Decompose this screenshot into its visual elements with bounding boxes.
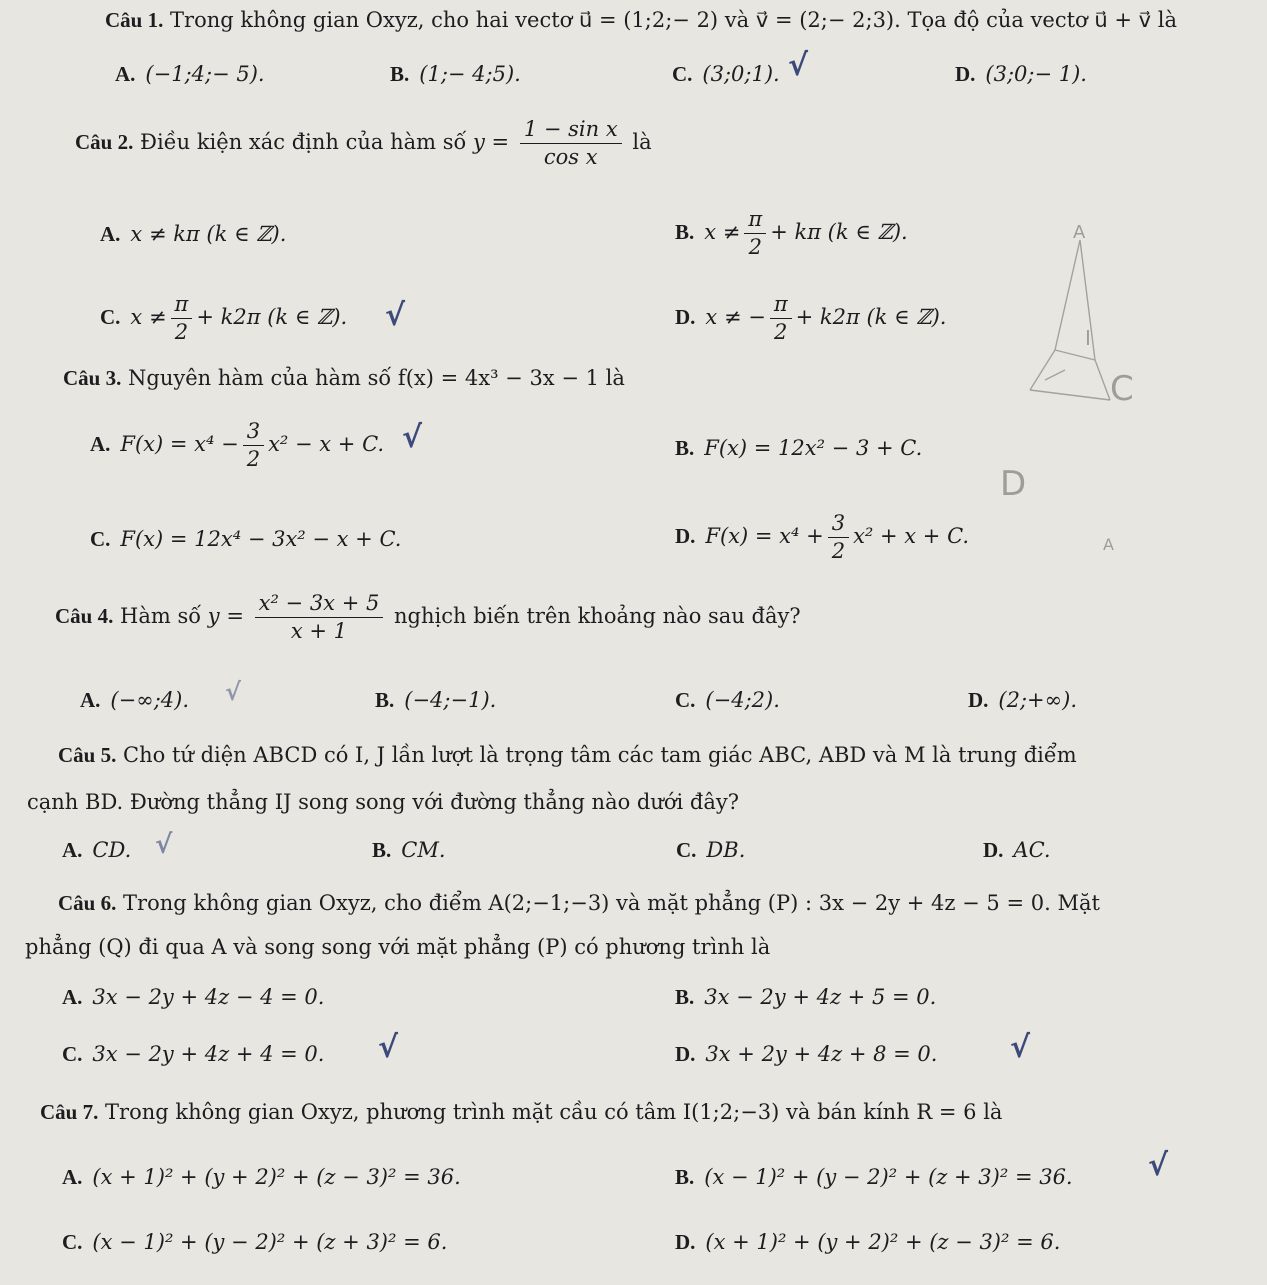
numerator: π (744, 208, 766, 234)
option-label: B. (675, 436, 695, 460)
option-b (675, 436, 922, 461)
option-label: D. (983, 838, 1004, 862)
option-c (62, 1230, 447, 1255)
question-6 (58, 884, 1100, 924)
option-label: A. (115, 62, 136, 86)
question-number: Câu 3. (63, 366, 122, 390)
option-d (955, 62, 1087, 87)
option-fraction (770, 293, 792, 344)
option-label: B. (675, 1165, 695, 1189)
option-text: 3x − 2y + 4z + 4 = 0. (92, 1042, 325, 1066)
question-7 (40, 1100, 1002, 1125)
option-label: A. (62, 1165, 83, 1189)
question-5 (58, 736, 1077, 776)
question-stem: Trong không gian Oxyz, cho điểm A(2;−1;−3) và mặt phẳng (P) : 3x − 2y + 4z − 5 = 0. Mặt (123, 891, 1100, 915)
denominator: x + 1 (290, 619, 348, 644)
handwritten-check-icon: √ (155, 830, 173, 860)
question-stem: Nguyên hàm của hàm số f(x) = 4x³ − 3x − 1 là (128, 366, 625, 390)
option-d (983, 838, 1051, 863)
question-3 (63, 366, 625, 391)
option-a (115, 62, 265, 87)
option-label: B. (390, 62, 410, 86)
option-text: (−1;4;− 5). (145, 62, 265, 86)
option-c (62, 1042, 324, 1067)
option-label: D. (675, 305, 696, 330)
option-text: 3x − 2y + 4z − 4 = 0. (92, 985, 325, 1009)
option-b (675, 208, 908, 259)
function-lhs: y = (473, 130, 510, 155)
option-text: 3x + 2y + 4z + 8 = 0. (705, 1042, 938, 1066)
handwritten-check-icon: √ (225, 678, 242, 706)
option-text: F(x) = x⁴ − (120, 432, 239, 457)
question-stem: Trong không gian Oxyz, phương trình mặt cầu có tâm I(1;2;−3) và bán kính R = 6 là (105, 1100, 1003, 1124)
option-a (100, 222, 286, 247)
question-number: Câu 7. (40, 1100, 99, 1124)
option-text: (x − 1)² + (y − 2)² + (z + 3)² = 6. (92, 1230, 448, 1254)
sketch-edge (1055, 350, 1095, 360)
sketch-edge (1080, 240, 1110, 400)
numerator: 3 (243, 420, 264, 446)
numerator: π (171, 293, 193, 319)
option-b (675, 1165, 1073, 1190)
option-a (62, 985, 324, 1010)
question-stem: Điều kiện xác định của hàm số (140, 130, 467, 155)
option-label: A. (90, 432, 111, 457)
option-text: F(x) = 12x⁴ − 3x² − x + C. (120, 527, 402, 551)
denominator: 2 (246, 447, 261, 472)
question-stem: Hàm số (120, 604, 202, 629)
numerator: x² − 3x + 5 (255, 592, 384, 618)
option-label: C. (62, 1042, 83, 1066)
question-2 (75, 118, 652, 169)
option-text: F(x) = x⁴ + (705, 524, 824, 549)
question-stem: Cho tứ diện ABCD có I, J lần lượt là trọng tâm các tam giác ABC, ABD và M là trung điểm (123, 743, 1077, 767)
option-label: B. (675, 985, 695, 1009)
option-d (675, 293, 946, 344)
option-fraction (243, 420, 264, 471)
question-number: Câu 1. (105, 8, 164, 32)
option-text: 3x − 2y + 4z + 5 = 0. (704, 985, 937, 1009)
option-text: (3;0;1). (702, 62, 780, 86)
question-number: Câu 5. (58, 743, 117, 767)
function-lhs: y = (207, 604, 244, 629)
sketch-lines (1030, 240, 1110, 400)
question-stem-tail: nghịch biến trên khoảng nào sau đây? (394, 604, 801, 629)
option-text: x ≠ kπ (k ∈ ℤ). (130, 222, 287, 246)
option-label: D. (675, 524, 696, 549)
question-1 (105, 8, 1177, 33)
option-label: A. (80, 688, 101, 712)
question-4 (55, 592, 801, 643)
option-c (672, 62, 780, 87)
option-text: (−4;2). (705, 688, 780, 712)
option-text: (3;0;− 1). (985, 62, 1087, 86)
question-6-continued (25, 928, 770, 968)
option-text: AC. (1013, 838, 1051, 862)
option-label: C. (676, 838, 697, 862)
option-text: F(x) = 12x² − 3 + C. (704, 436, 923, 460)
denominator: 2 (831, 539, 846, 564)
question-stem-tail: là (632, 130, 652, 155)
option-label: C. (62, 1230, 83, 1254)
option-text: CD. (92, 838, 132, 862)
handwritten-check-icon: √ (788, 48, 809, 83)
sketch-edge (1045, 370, 1065, 380)
option-label: D. (675, 1230, 696, 1254)
sketch-vertex-label: D (1000, 464, 1027, 504)
option-text: (2;+∞). (998, 688, 1078, 712)
option-label: C. (90, 527, 111, 551)
option-label: A. (62, 838, 83, 862)
option-label: C. (100, 305, 121, 330)
function-fraction (520, 118, 622, 169)
denominator: 2 (774, 320, 788, 345)
option-label: D. (675, 1042, 696, 1066)
option-label: D. (968, 688, 989, 712)
sketch-edge (1030, 390, 1110, 400)
question-stem: phẳng (Q) đi qua A và song song với mặt phẳng (P) có phương trình là (25, 935, 771, 959)
question-stem: Trong không gian Oxyz, cho hai vectơ u⃗ = (1;2;− 2) và v⃗ = (2;− 2;3). Tọa độ của vectơ u⃗ + v⃗ là (170, 8, 1177, 32)
option-text: (−∞;4). (110, 688, 190, 712)
option-b (675, 985, 936, 1010)
pencil-tetrahedron-sketch-icon (985, 210, 1185, 590)
numerator: π (770, 293, 792, 319)
option-c (90, 527, 401, 552)
option-text: (x − 1)² + (y − 2)² + (z + 3)² = 36. (704, 1165, 1073, 1189)
sketch-vertex-label: I (1085, 326, 1091, 350)
option-a (62, 1165, 461, 1190)
option-label: B. (372, 838, 392, 862)
question-number: Câu 2. (75, 130, 134, 155)
sketch-vertex-label: C (1110, 369, 1134, 409)
option-a (80, 688, 189, 713)
option-text: (x + 1)² + (y + 2)² + (z − 3)² = 6. (705, 1230, 1061, 1254)
option-text: (1;− 4;5). (419, 62, 521, 86)
option-fraction (744, 208, 766, 259)
question-number: Câu 6. (58, 891, 117, 915)
option-d (675, 1230, 1060, 1255)
option-text: x² − x + C. (268, 432, 385, 457)
option-fraction (171, 293, 193, 344)
handwritten-check-icon: √ (1010, 1030, 1031, 1065)
option-text: + kπ (k ∈ ℤ). (770, 220, 908, 245)
question-number: Câu 4. (55, 604, 114, 629)
sketch-vertex-label: A (1103, 535, 1114, 554)
option-d (675, 1042, 937, 1067)
option-b (375, 688, 496, 713)
question-stem: cạnh BD. Đường thẳng IJ song song với đường thẳng nào dưới đây? (27, 790, 740, 814)
sketch-labels (1000, 222, 1134, 554)
option-b (372, 838, 446, 863)
option-d (968, 688, 1077, 713)
denominator: 2 (748, 235, 762, 260)
option-text: x ≠ (704, 220, 741, 245)
option-c (100, 293, 347, 344)
numerator: 3 (828, 512, 849, 538)
handwritten-check-icon: √ (402, 420, 423, 455)
option-label: B. (675, 220, 695, 245)
option-a (90, 420, 384, 471)
option-b (390, 62, 521, 87)
handwritten-check-icon: √ (385, 298, 406, 333)
handwritten-check-icon: √ (378, 1030, 399, 1065)
sketch-vertex-label: A (1073, 222, 1086, 243)
option-label: B. (375, 688, 395, 712)
option-fraction (828, 512, 849, 563)
option-text: (x + 1)² + (y + 2)² + (z − 3)² = 36. (92, 1165, 461, 1189)
question-5-continued (27, 783, 739, 823)
function-fraction (255, 592, 384, 643)
sketch-edge (1030, 240, 1080, 390)
option-label: C. (672, 62, 693, 86)
option-label: A. (62, 985, 83, 1009)
option-text: + k2π (k ∈ ℤ). (795, 305, 947, 330)
denominator: 2 (174, 320, 189, 345)
option-text: CM. (401, 838, 446, 862)
option-text: DB. (706, 838, 746, 862)
denominator: cos x (543, 145, 598, 170)
option-text: x ≠ (130, 305, 167, 330)
option-a (62, 838, 131, 863)
option-label: C. (675, 688, 696, 712)
option-text: + k2π (k ∈ ℤ). (196, 305, 348, 330)
option-label: A. (100, 222, 121, 246)
numerator: 1 − sin x (520, 118, 622, 144)
option-d (675, 512, 969, 563)
option-text: x ≠ − (705, 305, 766, 330)
option-c (676, 838, 745, 863)
option-label: D. (955, 62, 976, 86)
handwritten-check-icon: √ (1148, 1148, 1169, 1183)
option-text: x² + x + C. (853, 524, 970, 549)
option-text: (−4;−1). (404, 688, 497, 712)
option-c (675, 688, 780, 713)
